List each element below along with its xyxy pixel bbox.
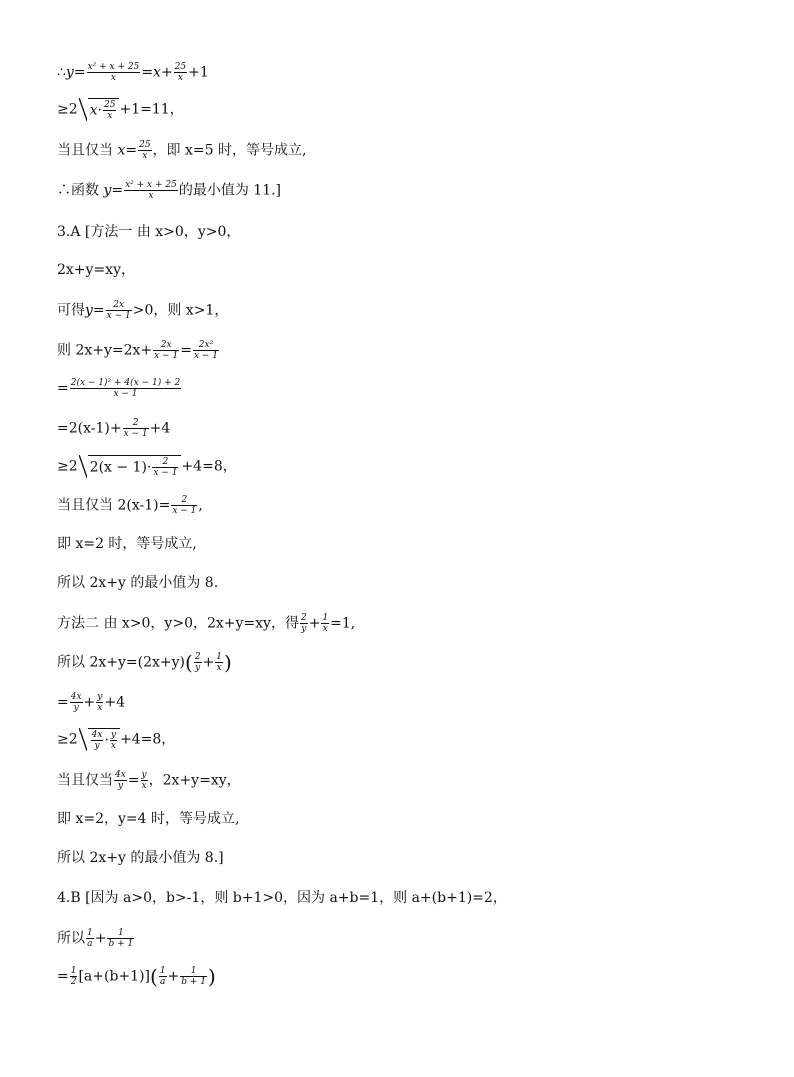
- text-l22: 4.B [因为 a>0，b>-1，则 b+1>0，因为 a+b=1，则 a+(b+1)=2，: [57, 890, 507, 906]
- text-dot: ·: [104, 732, 109, 749]
- fraction: [180, 966, 207, 987]
- text-eq: =: [180, 342, 192, 359]
- numerator: 1: [216, 652, 223, 662]
- numerator: y: [97, 692, 103, 702]
- denominator: y: [301, 624, 307, 634]
- numerator: 1: [159, 966, 166, 976]
- line-17: [57, 692, 125, 713]
- text-two: 2: [68, 731, 78, 748]
- text-plus: +: [202, 654, 215, 671]
- text-rparen: ): [224, 650, 232, 675]
- fraction: [159, 966, 167, 987]
- denominator: x − 1: [154, 351, 179, 361]
- denominator: y: [195, 663, 201, 673]
- numerator: 2x: [153, 340, 179, 351]
- fraction: [124, 180, 178, 201]
- fraction: [87, 62, 141, 83]
- text-eq1: =1,: [330, 615, 356, 632]
- line-13: [57, 535, 197, 553]
- line-18: [57, 728, 175, 751]
- denominator: y: [73, 703, 79, 713]
- line-12: [57, 495, 203, 516]
- text-plus4: +4: [149, 420, 171, 437]
- text-x-dot: x·: [89, 102, 103, 119]
- numerator: 2(x − 1)² + 4(x − 1) + 2: [70, 378, 181, 388]
- numerator: 1: [70, 966, 77, 976]
- numerator: x² + x + 25: [125, 180, 177, 190]
- numerator: 2: [194, 652, 201, 662]
- line-14: [57, 574, 218, 592]
- text-l21: 所以 2x+y 的最小值为 8.]: [57, 850, 224, 866]
- text-plus: +: [83, 694, 96, 711]
- text-l5: 3.A [方法一 由 x>0，y>0，: [57, 224, 241, 240]
- denominator: x: [322, 624, 328, 634]
- text-eq8: +4=8，: [181, 458, 237, 475]
- denominator: x: [107, 111, 113, 121]
- line-24: [57, 966, 216, 987]
- denominator: x − 1: [172, 506, 197, 516]
- geq-symbol: ≥: [57, 458, 69, 475]
- numerator: 2: [300, 613, 307, 623]
- numerator: 4x: [115, 770, 126, 780]
- denominator: y: [94, 741, 100, 751]
- denominator: x: [216, 663, 222, 673]
- line-22: [57, 889, 507, 907]
- denominator: x − 1: [106, 311, 131, 321]
- text-l24-mid: [a+(b+1)]: [78, 968, 150, 985]
- therefore-symbol: ∴: [57, 64, 66, 81]
- text-lparen: (: [150, 964, 158, 989]
- text-l15-pre: 方法二 由 x>0，y>0，2x+y=xy，得: [57, 615, 299, 632]
- numerator: 2: [171, 495, 197, 506]
- fraction: [96, 692, 103, 713]
- denominator: x: [148, 191, 154, 201]
- geq-symbol: ≥: [57, 101, 69, 118]
- numerator: 1: [107, 928, 134, 939]
- denominator: 2: [70, 977, 77, 987]
- fraction: [110, 730, 117, 751]
- text-eq: =: [127, 772, 140, 789]
- fraction: [215, 652, 223, 673]
- numerator: 2: [152, 457, 178, 468]
- text-l11-in: 2(x − 1)·: [89, 459, 152, 476]
- text-rparen: ): [208, 964, 216, 989]
- line-8: [57, 340, 220, 361]
- text-l14: 所以 2x+y 的最小值为 8.: [57, 575, 219, 591]
- fraction: [193, 340, 219, 361]
- fraction: [141, 770, 148, 791]
- fraction: [70, 378, 182, 399]
- text-l12-pre: 当且仅当 2(x-1)=: [57, 497, 171, 514]
- text-ji-x5: ，即 x=5 时，等号成立,: [152, 142, 307, 159]
- line-23: [57, 928, 135, 949]
- denominator: x: [141, 781, 147, 791]
- numerator: x² + x + 25: [87, 62, 140, 72]
- numerator: 25: [104, 100, 116, 110]
- line-3: [57, 140, 306, 161]
- text-eq: =: [57, 380, 69, 397]
- line-6: [57, 261, 135, 279]
- numerator: 1: [322, 613, 329, 623]
- line-7: [57, 300, 228, 321]
- denominator: x − 1: [113, 389, 138, 399]
- text-two: 2: [68, 458, 78, 475]
- text-l6: 2x+y=xy，: [57, 262, 135, 278]
- numerator: 4x: [70, 692, 82, 702]
- fraction: [91, 730, 104, 751]
- line-4: [57, 180, 281, 201]
- fraction: [103, 100, 116, 121]
- text-lparen: (: [185, 650, 193, 675]
- numerator: 2: [123, 418, 149, 429]
- denominator: x − 1: [153, 468, 178, 478]
- text-y-eq: y=: [65, 64, 86, 81]
- text-func-pre: ∴函数: [57, 182, 99, 199]
- text-l13: 即 x=2 时，等号成立,: [57, 536, 197, 552]
- numerator: 4x: [91, 730, 103, 740]
- line-5: [57, 223, 240, 241]
- numerator: 1: [87, 928, 93, 938]
- fraction: [123, 418, 149, 439]
- text-l8-pre: 则 2x+y=2x+: [57, 342, 153, 359]
- fraction: [300, 613, 308, 634]
- denominator: b + 1: [181, 977, 207, 987]
- denominator: x: [110, 73, 116, 83]
- text-l16-pre: 所以 2x+y=(2x+y): [57, 654, 185, 671]
- text-eq11: +1=11，: [119, 101, 184, 118]
- numerator: 25: [139, 140, 151, 150]
- denominator: a: [159, 977, 166, 987]
- text-l7-post: >0，则 x>1，: [132, 302, 229, 319]
- sqrt-content: [88, 98, 120, 121]
- text-plus: +: [167, 968, 180, 985]
- text-plus: +: [94, 930, 107, 947]
- text-plus4: +4: [104, 694, 126, 711]
- numerator: y: [110, 730, 117, 740]
- geq-symbol: ≥: [57, 731, 69, 748]
- line-19: [57, 770, 241, 791]
- sqrt: [79, 455, 182, 478]
- denominator: b + 1: [108, 939, 134, 949]
- denominator: x: [97, 703, 103, 713]
- fraction: [70, 966, 78, 987]
- text-dangqie: 当且仅当: [57, 142, 113, 159]
- numerator: 25: [174, 62, 187, 72]
- text-l7-pre: 可得: [57, 302, 85, 319]
- fraction: [70, 692, 83, 713]
- fraction: [194, 652, 202, 673]
- text-l19-post: ，2x+y=xy，: [148, 772, 241, 789]
- line-11: [57, 455, 237, 478]
- line-1: [57, 62, 209, 83]
- fraction: [114, 770, 127, 791]
- text-eq8: +4=8，: [120, 731, 176, 748]
- denominator: x − 1: [123, 429, 148, 439]
- line-15: [57, 613, 355, 634]
- text-l20: 即 x=2，y=4 时，等号成立,: [57, 811, 240, 827]
- line-9: [57, 378, 182, 399]
- numerator: 2x: [106, 300, 132, 311]
- text-y-eq: y=: [85, 302, 105, 319]
- fraction: [171, 495, 197, 516]
- sqrt-content: [88, 728, 120, 751]
- fraction: [106, 300, 132, 321]
- numerator: 2x²: [193, 340, 219, 351]
- line-20: [57, 810, 239, 828]
- denominator: x: [177, 73, 183, 83]
- text-l10-pre: =2(x-1)+: [57, 420, 122, 437]
- text-eq-left: =: [57, 968, 69, 985]
- text-dangqie: 当且仅当: [57, 772, 113, 789]
- denominator: x: [142, 151, 148, 161]
- denominator: y: [117, 781, 123, 791]
- text-two: 2: [68, 101, 78, 118]
- fraction: [138, 140, 151, 161]
- fraction: [321, 613, 329, 634]
- line-16: [57, 652, 232, 673]
- numerator: 1: [180, 966, 207, 977]
- text-plus: +: [308, 615, 321, 632]
- text-x-eq: x=: [117, 142, 138, 159]
- fraction: [86, 928, 94, 949]
- fraction: [107, 928, 134, 949]
- denominator: x − 1: [193, 351, 219, 361]
- text-l23-pre: 所以: [57, 930, 85, 947]
- line-10: [57, 418, 170, 439]
- sqrt: [79, 98, 120, 121]
- line-21: [57, 849, 224, 867]
- fraction: [153, 340, 179, 361]
- text-y-eq: y=: [103, 182, 124, 199]
- text-eq-left: =: [57, 694, 69, 711]
- denominator: x: [110, 741, 116, 751]
- sqrt-content: [88, 455, 182, 478]
- numerator: y: [141, 770, 147, 780]
- denominator: a: [87, 939, 93, 949]
- line-2: [57, 98, 184, 121]
- sqrt: [79, 728, 120, 751]
- text-x-plus: =x+: [141, 64, 173, 81]
- text-comma: ,: [198, 497, 203, 514]
- fraction: [174, 62, 187, 83]
- text-plus1: +1: [188, 64, 209, 81]
- fraction: [152, 457, 178, 478]
- text-min11: 的最小值为 11.]: [178, 182, 282, 199]
